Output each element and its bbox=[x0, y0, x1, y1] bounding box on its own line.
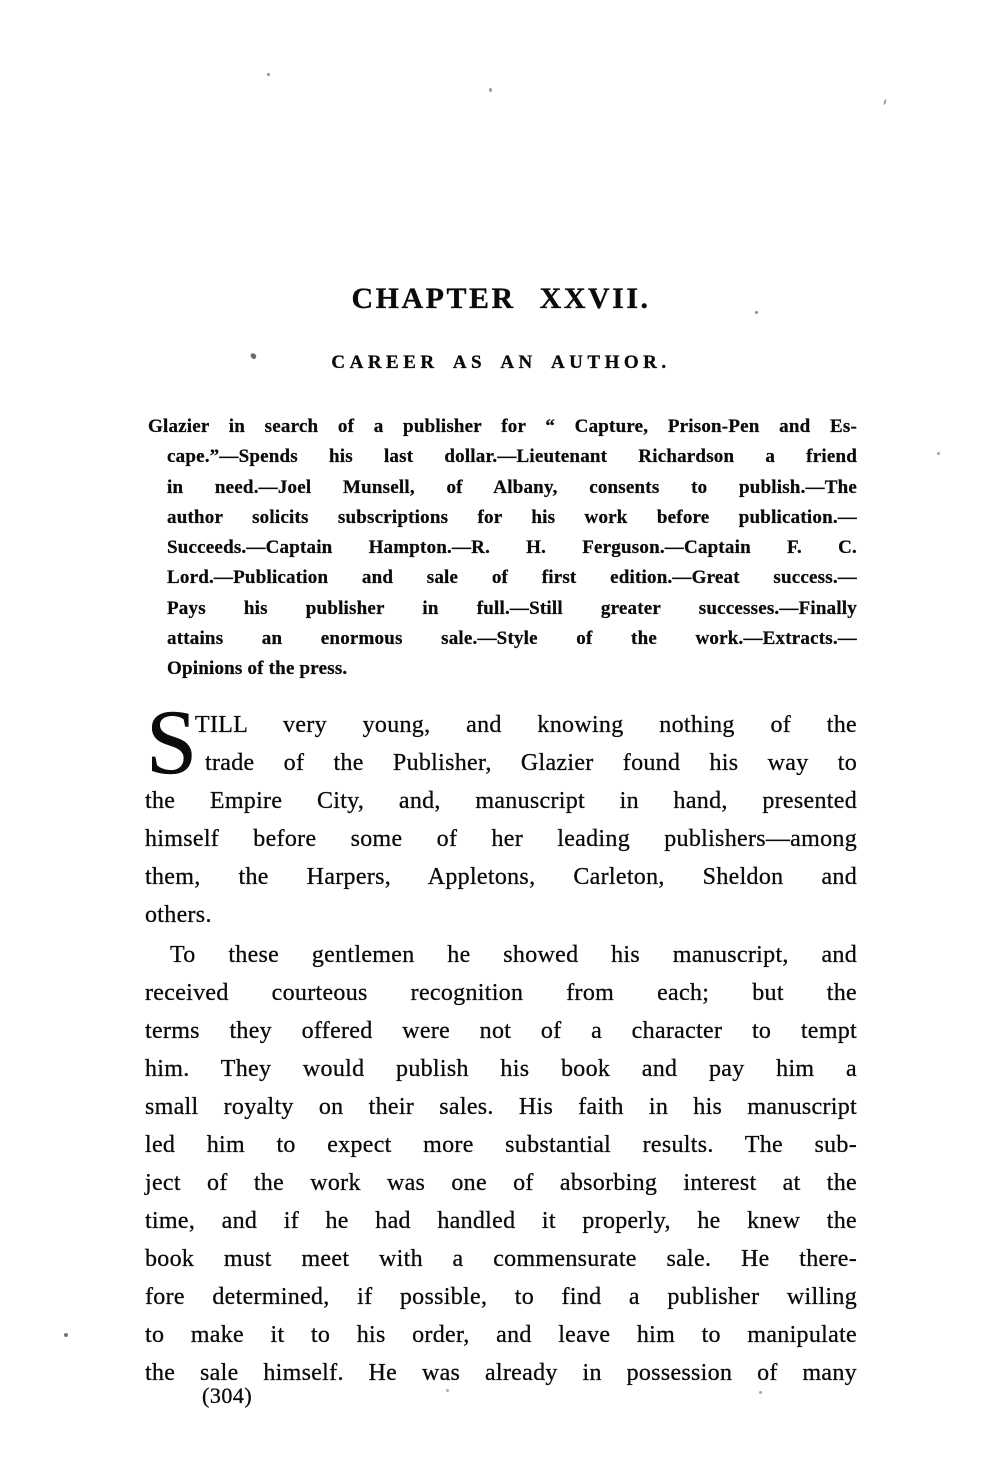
scan-speck bbox=[446, 1389, 449, 1392]
body-line: trade of the Publisher, Glazier found his way to bbox=[205, 749, 857, 776]
summary-line: Succeeds.—Captain Hampton.—R. H. Ferguson.—Captain F. C. bbox=[167, 537, 857, 559]
scan-speck bbox=[267, 73, 270, 76]
body-line: To these gentlemen he showed his manuscript, and bbox=[170, 941, 857, 968]
body-line: others. bbox=[145, 901, 212, 928]
summary-line: in need.—Joel Munsell, of Albany, consents to publish.—The bbox=[167, 476, 857, 498]
body-line: led him to expect more substantial results. The sub- bbox=[145, 1131, 857, 1158]
body-line: ject of the work was one of absorbing interest at the bbox=[145, 1169, 857, 1196]
summary-line: Glazier in search of a publisher for “ Capture, Prison-Pen and Es- bbox=[148, 416, 857, 437]
body-line: terms they offered were not of a character to tempt bbox=[145, 1017, 857, 1044]
body-line: fore determined, if possible, to find a publisher willing bbox=[145, 1283, 857, 1310]
body-line: the Empire City, and, manuscript in hand, presented bbox=[145, 787, 857, 814]
body-line: received courteous recognition from each; but the bbox=[145, 979, 857, 1006]
summary-line: cape.”—Spends his last dollar.—Lieutenant Richardson a friend bbox=[167, 446, 857, 468]
scan-speck bbox=[755, 311, 758, 314]
page-number: (304) bbox=[202, 1383, 253, 1408]
body-line: to make it to his order, and leave him to manipulate bbox=[145, 1321, 857, 1348]
summary-line: Pays his publisher in full.—Still greater successes.—Finally bbox=[167, 597, 857, 619]
chapter-subheading: CAREER AS AN AUTHOR. bbox=[331, 352, 671, 373]
dropcap-letter: S bbox=[146, 690, 198, 793]
summary-line: author solicits subscriptions for his work before publication.— bbox=[167, 506, 857, 528]
body-line: them, the Harpers, Appletons, Carleton, Sheldon and bbox=[145, 863, 857, 890]
chapter-summary bbox=[145, 412, 857, 685]
body-line: himself before some of her leading publishers—among bbox=[145, 825, 857, 852]
body-line: book must meet with a commensurate sale. He there- bbox=[145, 1245, 857, 1272]
scan-speck bbox=[759, 1391, 762, 1394]
scan-speck bbox=[883, 99, 887, 105]
body-line: small royalty on their sales. His faith in his manuscript bbox=[145, 1093, 857, 1120]
summary-line: Opinions of the press. bbox=[167, 658, 348, 680]
body-line: the sale himself. He was already in possession of many bbox=[145, 1359, 857, 1386]
body-line: him. They would publish his book and pay him a bbox=[145, 1055, 857, 1082]
summary-line: attains an enormous sale.—Style of the work.—Extracts.— bbox=[167, 628, 857, 650]
chapter-heading: CHAPTER XXVII. bbox=[351, 282, 651, 315]
body-paragraph-1 bbox=[145, 690, 857, 934]
summary-line: Lord.—Publication and sale of first edition.—Great success.— bbox=[167, 567, 857, 589]
scan-speck bbox=[64, 1333, 68, 1337]
text-block bbox=[145, 284, 857, 1392]
scan-speck bbox=[489, 88, 492, 92]
body-line: TILL very young, and knowing nothing of the bbox=[195, 711, 857, 738]
scan-speck bbox=[937, 452, 940, 455]
body-paragraph-2 bbox=[145, 936, 857, 1392]
body-line: time, and if he had handled it properly, he knew the bbox=[145, 1207, 857, 1234]
